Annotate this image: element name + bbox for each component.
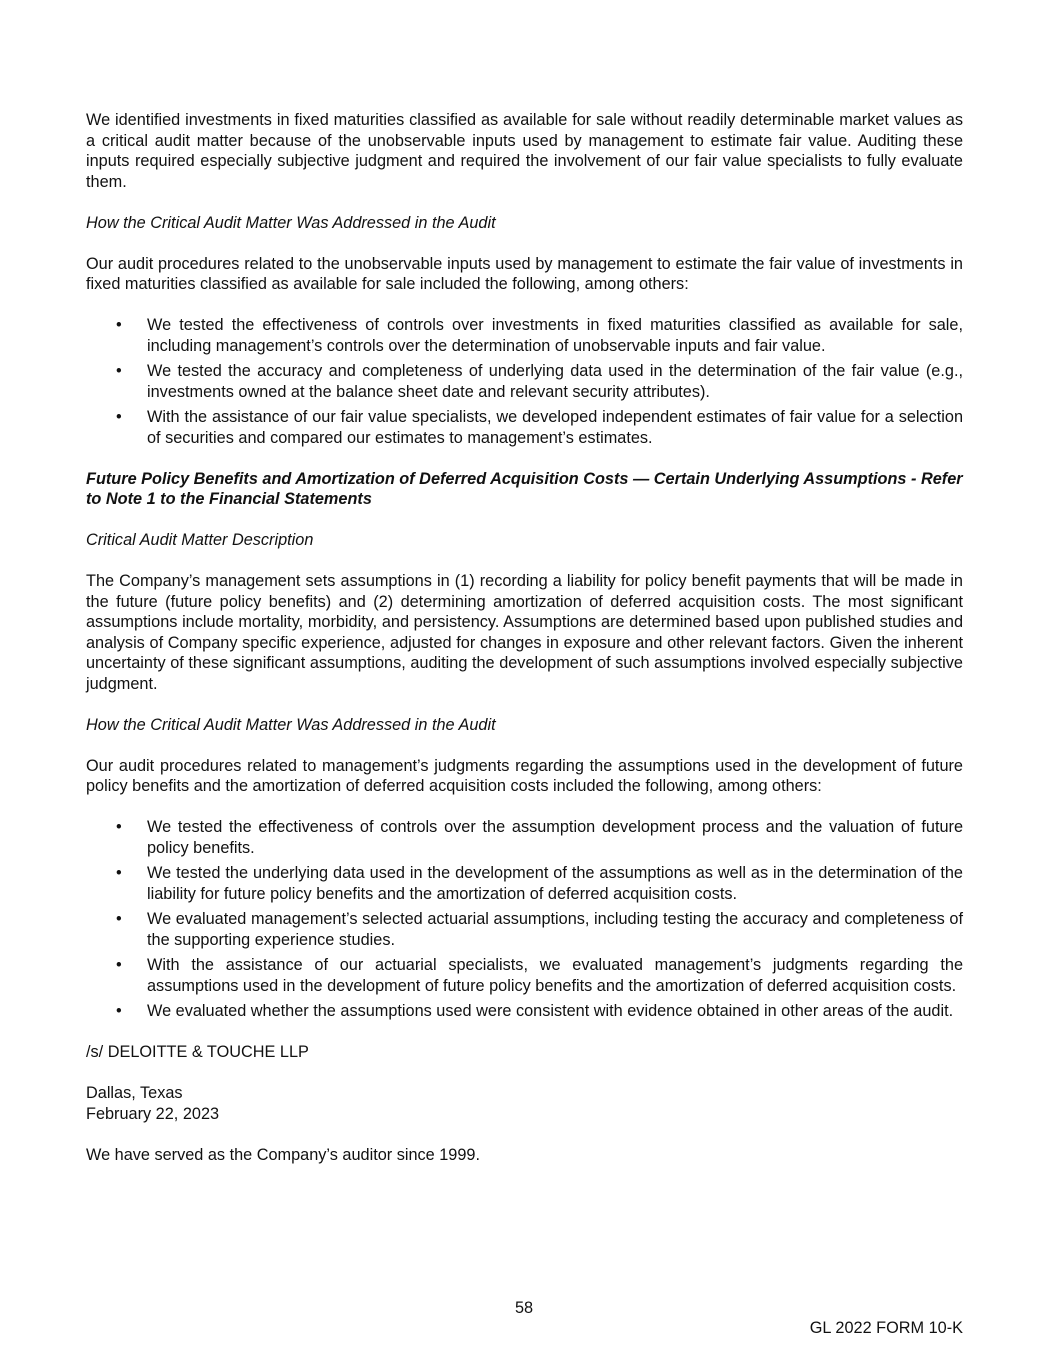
section2-bullet-list <box>86 817 963 1022</box>
list-item-text: With the assistance of our fair value specialists, we developed independent estimates of fair value for a selection of securities and compared our estimates to management’s estimates. <box>147 408 963 447</box>
list-item-text: With the assistance of our actuarial specialists, we evaluated management’s judgments regarding the assumptions used in the development of future policy benefits and the amortization of deferred acquisition costs. <box>147 956 963 995</box>
bullet-icon: • <box>116 818 122 836</box>
list-item-text: We tested the effectiveness of controls over the assumption development process and the valuation of future policy benefits. <box>147 818 963 857</box>
bullet-icon: • <box>116 316 122 334</box>
list-item-text: We evaluated management’s selected actuarial assumptions, including testing the accuracy and completeness of the supporting experience studies. <box>147 910 963 949</box>
list-item <box>86 361 963 402</box>
bullet-icon: • <box>116 408 122 426</box>
list-item <box>86 817 963 858</box>
document-body <box>86 110 963 1165</box>
section2-procedures-intro: Our audit procedures related to management’s judgments regarding the assumptions used in the development of future policy benefits and the amortization of deferred acquisition costs included the following, among others: <box>86 756 963 795</box>
signature-block <box>86 1042 963 1165</box>
list-item <box>86 863 963 904</box>
page-number: 58 <box>514 1299 534 1317</box>
document-footer-label: GL 2022 FORM 10-K <box>809 1319 963 1337</box>
list-item <box>86 909 963 950</box>
list-item <box>86 1001 963 1022</box>
list-item <box>86 407 963 448</box>
section2-heading: Future Policy Benefits and Amortization of Deferred Acquisition Costs — Certain Underlying Assumptions - Refer to Note 1 to the Financial Statements <box>86 469 963 508</box>
bullet-icon: • <box>116 362 122 380</box>
section2-description-heading: Critical Audit Matter Description <box>86 531 314 549</box>
bullet-icon: • <box>116 910 122 928</box>
signature-city: Dallas, Texas <box>86 1084 183 1102</box>
list-item-text: We tested the effectiveness of controls over investments in fixed maturities classified as available for sale, including management’s controls over the determination of unobservable inputs and fair value. <box>147 316 963 355</box>
bullet-icon: • <box>116 864 122 882</box>
bullet-icon: • <box>116 956 122 974</box>
intro-paragraph: We identified investments in fixed maturities classified as available for sale without readily determinable market values as a critical audit matter because of the unobservable inputs used by management to estimate fair value. Auditing these inputs required especially subjective judgment and required the involvement of our fair value specialists to fully evaluate them. <box>86 111 963 191</box>
list-item-text: We tested the underlying data used in the development of the assumptions as well as in the determination of the liability for future policy benefits and the amortization of deferred acquisition costs. <box>147 864 963 903</box>
section2-subheading: How the Critical Audit Matter Was Addressed in the Audit <box>86 715 496 734</box>
auditor-tenure: We have served as the Company’s auditor since 1999. <box>86 1145 480 1164</box>
list-item <box>86 315 963 356</box>
list-item-text: We tested the accuracy and completeness of underlying data used in the determination of the fair value (e.g., investments owned at the balance sheet date and relevant security attributes). <box>147 362 963 401</box>
bullet-icon: • <box>116 1002 122 1020</box>
section1-procedures-intro: Our audit procedures related to the unobservable inputs used by management to estimate the fair value of investments in fixed maturities classified as available for sale included the following, among others: <box>86 254 963 293</box>
section1-subheading: How the Critical Audit Matter Was Addressed in the Audit <box>86 213 496 232</box>
list-item <box>86 955 963 996</box>
signature-line: /s/ DELOITTE & TOUCHE LLP <box>86 1043 309 1061</box>
section2-description: The Company’s management sets assumptions in (1) recording a liability for policy benefit payments that will be made in the future (future policy benefits) and (2) determining amortization of deferred acquisition costs. The most significant assumptions include mortality, morbidity, and persistency. Assumptions are determined based upon published studies and analysis of Company specific experience, adjusted for changes in exposure and other relevant factors. Given the inherent uncertainty of these significant assumptions, auditing the development of such assumptions involved especially subjective judgment. <box>86 572 963 693</box>
section1-bullet-list <box>86 315 963 448</box>
list-item-text: We evaluated whether the assumptions used were consistent with evidence obtained in other areas of the audit. <box>147 1002 954 1020</box>
signature-date: February 22, 2023 <box>86 1104 220 1123</box>
